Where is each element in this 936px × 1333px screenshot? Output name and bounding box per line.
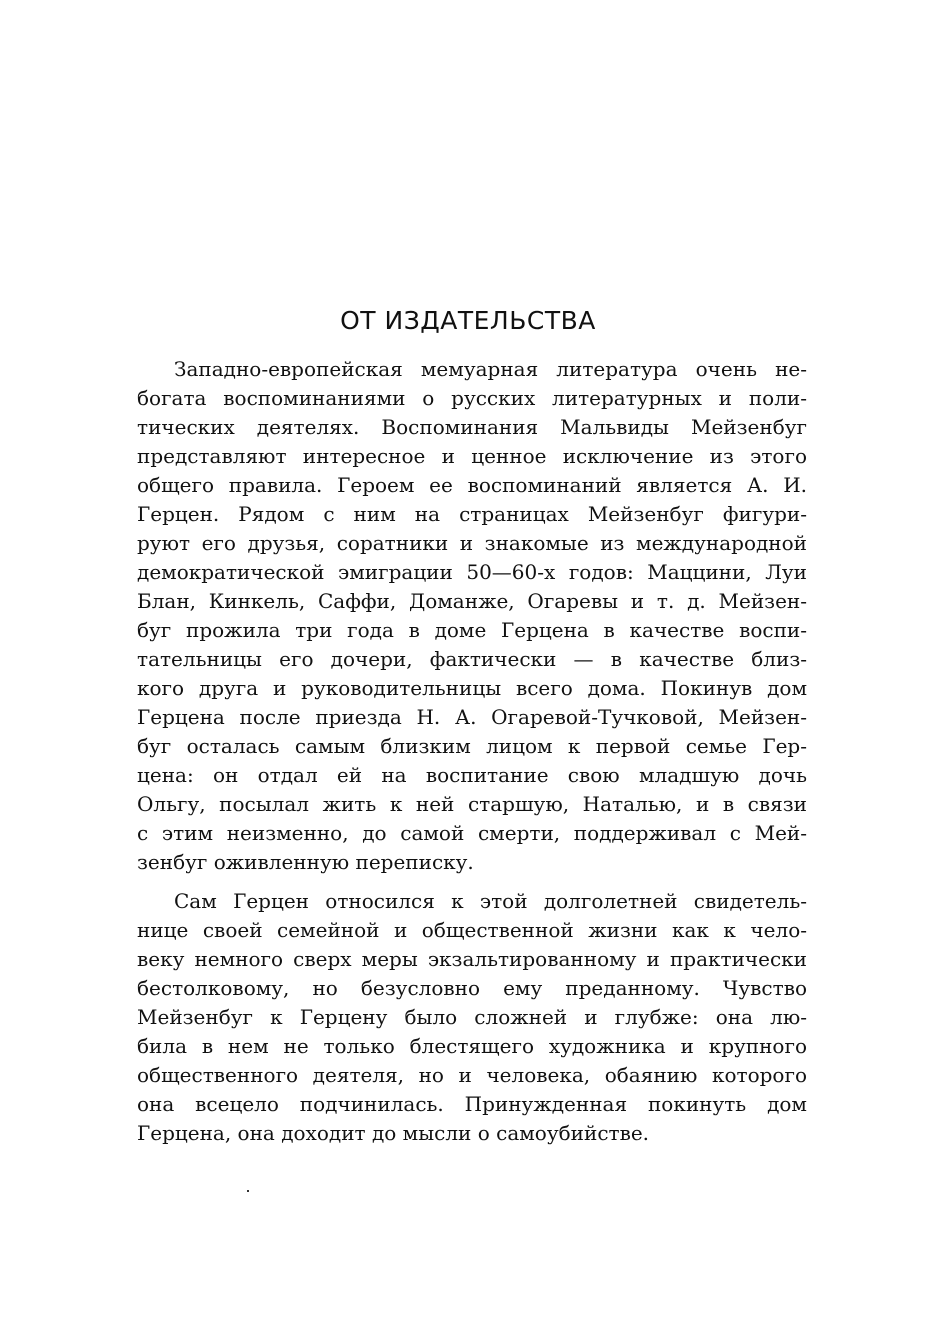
text-line: нице своей семейной и общественной жизни как к чело- <box>137 918 807 942</box>
print-speck <box>247 1190 249 1192</box>
text-line: она всецело подчинилась. Принужденная покинуть дом <box>137 1092 807 1116</box>
text-line: Сам Герцен относился к этой долголетней свидетель- <box>174 889 807 913</box>
text-line: цена: он отдал ей на воспитание свою младшую дочь <box>137 763 807 787</box>
text-line: буг осталась самым близким лицом к первой семье Гер- <box>137 734 807 758</box>
text-line: представляют интересное и ценное исключение из этого <box>137 444 807 468</box>
text-line: Блан, Кинкель, Саффи, Доманже, Огаревы и т. д. Мейзен- <box>137 589 807 613</box>
text-line: Герцена после приезда Н. А. Огаревой-Тучковой, Мейзен- <box>137 705 807 729</box>
page-title: ОТ ИЗДАТЕЛЬСТВА <box>340 306 596 335</box>
text-line: демократической эмиграции 50—60-х годов: Маццини, Луи <box>137 560 807 584</box>
text-line: тательницы его дочери, фактически — в качестве близ- <box>137 647 807 671</box>
text-line: бестолковому, но безусловно ему преданному. Чувство <box>137 976 807 1000</box>
text-line: Герцен. Рядом с ним на страницах Мейзенбуг фигури- <box>137 502 807 526</box>
paragraph-1 <box>137 355 807 877</box>
text-line: Герцена, она доходит до мысли о самоубийстве. <box>137 1121 650 1145</box>
text-line: богата воспоминаниями о русских литературных и поли- <box>137 386 807 410</box>
text-line: руют его друзья, соратники и знакомые из международной <box>137 531 807 555</box>
text-line: с этим неизменно, до самой смерти, поддерживал с Мей- <box>137 821 807 845</box>
text-line: кого друга и руководительницы всего дома. Покинув дом <box>137 676 807 700</box>
text-line: общего правила. Героем ее воспоминаний является А. И. <box>137 473 807 497</box>
text-line: общественного деятеля, но и человека, обаянию которого <box>137 1063 807 1087</box>
body-text <box>137 355 807 1148</box>
text-line: тических деятелях. Воспоминания Мальвиды Мейзенбуг <box>137 415 807 439</box>
text-line: Западно-европейская мемуарная литература очень не- <box>174 357 807 381</box>
text-line: Мейзенбуг к Герцену было сложней и глубже: она лю- <box>137 1005 807 1029</box>
paragraph-2 <box>137 887 807 1148</box>
text-line: буг прожила три года в доме Герцена в качестве воспи- <box>137 618 807 642</box>
text-line: Ольгу, посылал жить к ней старшую, Наталью, и в связи <box>137 792 807 816</box>
text-line: веку немного сверх меры экзальтированному и практически <box>137 947 807 971</box>
text-line: зенбуг оживленную переписку. <box>137 850 474 874</box>
text-line: била в нем не только блестящего художника и крупного <box>137 1034 807 1058</box>
